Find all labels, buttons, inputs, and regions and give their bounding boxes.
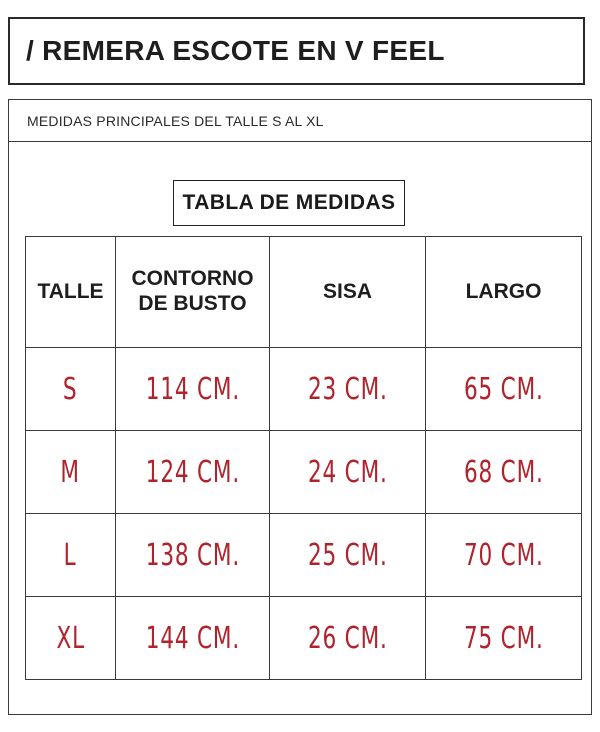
cell-sisa: 24 CM. — [270, 431, 426, 514]
cell-talle: XL — [26, 597, 116, 680]
cell-sisa: 25 CM. — [270, 514, 426, 597]
column-header-contorno-line2: DE BUSTO — [138, 292, 247, 315]
cell-talle: L — [26, 514, 116, 597]
panel-subtitle: MEDIDAS PRINCIPALES DEL TALLE S AL XL — [27, 112, 324, 129]
table-row — [26, 514, 582, 597]
size-table — [25, 236, 582, 680]
measurements-panel — [8, 99, 592, 715]
cell-talle: S — [26, 348, 116, 431]
column-header-contorno — [116, 237, 270, 348]
column-header-sisa: SISA — [270, 237, 426, 348]
page-title: / REMERA ESCOTE EN V FEEL — [26, 35, 445, 66]
cell-sisa: 26 CM. — [270, 597, 426, 680]
cell-contorno: 114 CM. — [116, 348, 270, 431]
column-header-largo: LARGO — [426, 237, 582, 348]
table-row — [26, 431, 582, 514]
cell-contorno: 138 CM. — [116, 514, 270, 597]
column-header-contorno-line1: CONTORNO — [131, 267, 254, 291]
column-header-talle: TALLE — [26, 237, 116, 348]
table-row — [26, 348, 582, 431]
subtitle-bar — [9, 100, 591, 142]
cell-largo: 68 CM. — [426, 431, 582, 514]
table-row — [26, 597, 582, 680]
cell-largo: 70 CM. — [426, 514, 582, 597]
table-title: TABLA DE MEDIDAS — [173, 180, 405, 226]
table-header-row — [26, 237, 582, 348]
title-box — [8, 17, 585, 85]
cell-contorno: 144 CM. — [116, 597, 270, 680]
cell-sisa: 23 CM. — [270, 348, 426, 431]
cell-largo: 75 CM. — [426, 597, 582, 680]
cell-largo: 65 CM. — [426, 348, 582, 431]
cell-contorno: 124 CM. — [116, 431, 270, 514]
cell-talle: M — [26, 431, 116, 514]
